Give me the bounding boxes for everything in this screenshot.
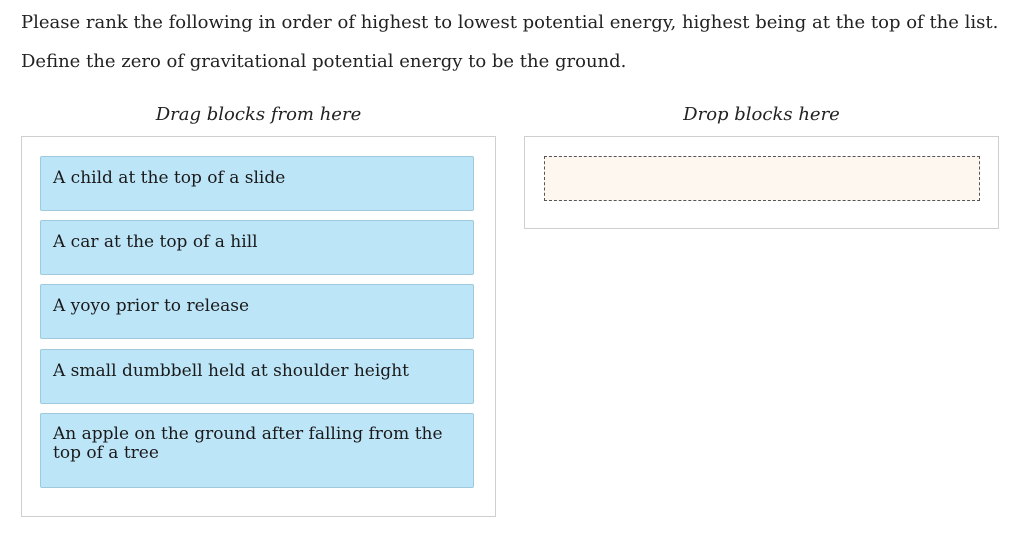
source-heading: Drag blocks from here (155, 104, 362, 125)
drop-slot[interactable] (544, 156, 980, 201)
source-container (21, 136, 496, 517)
target-heading: Drop blocks here (683, 104, 840, 125)
draggable-block[interactable]: A child at the top of a slide (40, 156, 474, 211)
draggable-block[interactable]: A small dumbbell held at shoulder height (40, 349, 474, 404)
instruction-note: Define the zero of gravitational potential energy to be the ground. (21, 51, 627, 72)
instruction-text: Please rank the following in order of highest to lowest potential energy, highest being at the top of the list. (21, 12, 999, 33)
draggable-block[interactable]: An apple on the ground after falling from the top of a tree (40, 413, 474, 488)
draggable-block[interactable]: A yoyo prior to release (40, 284, 474, 339)
draggable-block[interactable]: A car at the top of a hill (40, 220, 474, 275)
target-container (524, 136, 999, 229)
